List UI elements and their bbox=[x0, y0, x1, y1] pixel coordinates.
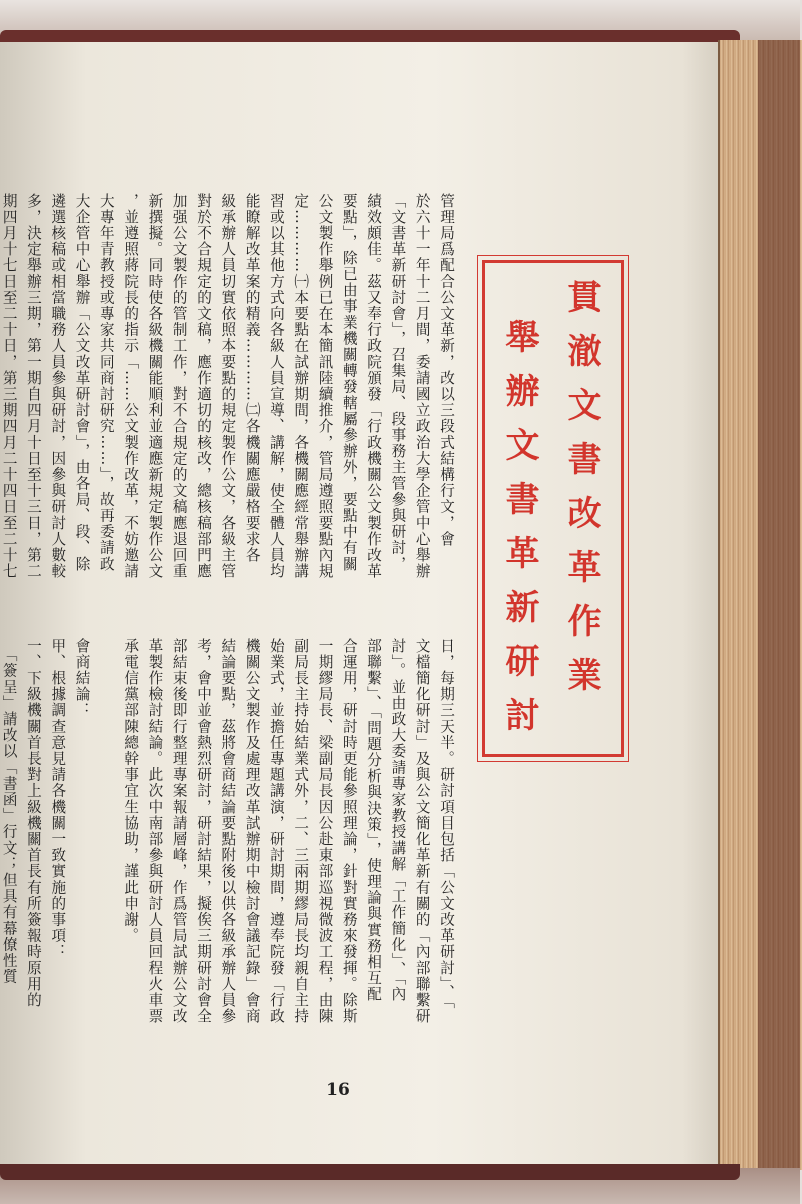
book-spine-shadow bbox=[758, 40, 800, 1170]
title-line-2: 舉辦文書革新研討 bbox=[499, 319, 539, 751]
upper-paragraph: 管理局爲配合公文革新，改以三段式結構行文，會 於六十一年十二月間，委請國立政治大學企管中心舉辦 「文書革新研討會」，召集局、段事務主管參與研討， 績效頗佳。茲又奉行政院頒發「行政機關公文製作改革 要點」，除已由事業機關轉發轄屬參辦外，要點中有關 公文製作舉例已在本簡訊陸續推介，管局遵照要點內規 定…………㈠本要點在試辦期間，各機關應經常舉辦講 習或以其他方式向各級人員宣導、講解，使全體人員均 能瞭解改革案的精義…………㈡各機關應嚴格要求各 級承辦人員切實依照本要點的規定製作公文，各級主管 對於不合規定的文稿，應作適切的核改，總核稿部門應 加强公文製作的管制工作，對不合規定的文稿應退回重 新撰擬。同時使各級機關能順利並適應新規定製作公文 ，並遵照蔣院長的指示「……公文製作改革，不妨邀請 大專年青教授或專家共同商討研究……」，故再委請政 大企管中心舉辦「公文改革研討會」，由各局、段、除 遴選核稿或相當職務人員參與研討，因參與研討人數較 多，決定舉辦三期，第一期自四月十日至十三日，第二 期四月十七日至二十日，第三期四月二十四日至二十七 bbox=[0, 193, 455, 580]
title-box bbox=[477, 255, 629, 762]
book-cover-edge-bottom bbox=[0, 1164, 740, 1180]
title-line-1: 貫澈文書改革作業 bbox=[561, 279, 601, 711]
page-number: 16 bbox=[326, 1080, 350, 1100]
lower-paragraph: 日，每期三天半。研討項目包括「公文改革研討」、「 文檔簡化研討」及與公文簡化革新有關的「內部聯繫研 討」。並由政大委請專家教授講解「工作簡化」、「內 部聯繫」、「問題分析與決策」，使理論與實務相互配 合運用，研討時更能參照理論，針對實務來發揮。除斯 一期繆局長、梁副局長因公赴東部巡視微波工程，由陳 副局長主持始結業式外，二、三兩期繆局長均親自主持 始業式，並擔任專題講演，研討期間，遵奉院發「行政 機關公文製作及處理改革試辦期中檢討會議記錄」會商 結論要點，茲將會商結論要點附後以供各級承辦人員參 考，會中並會熱烈研討，研討結果，擬俟三期研討會全 部結束後即行整理專案報請層峰，作爲管局試辦公文改 革製作檢討結論。此次中南部參與研討人員回程火車票 承電信黨部陳總幹事宜生協助，謹此申謝。 會商結論： 甲、根據調查意見請各機關一致實施的事項： 一、下級機關首長對上級機關首長有所簽報時原用的 「簽呈」請改以「書函」行文；但具有幕僚性質 bbox=[0, 638, 455, 1025]
title-box-inner-border bbox=[482, 260, 624, 757]
